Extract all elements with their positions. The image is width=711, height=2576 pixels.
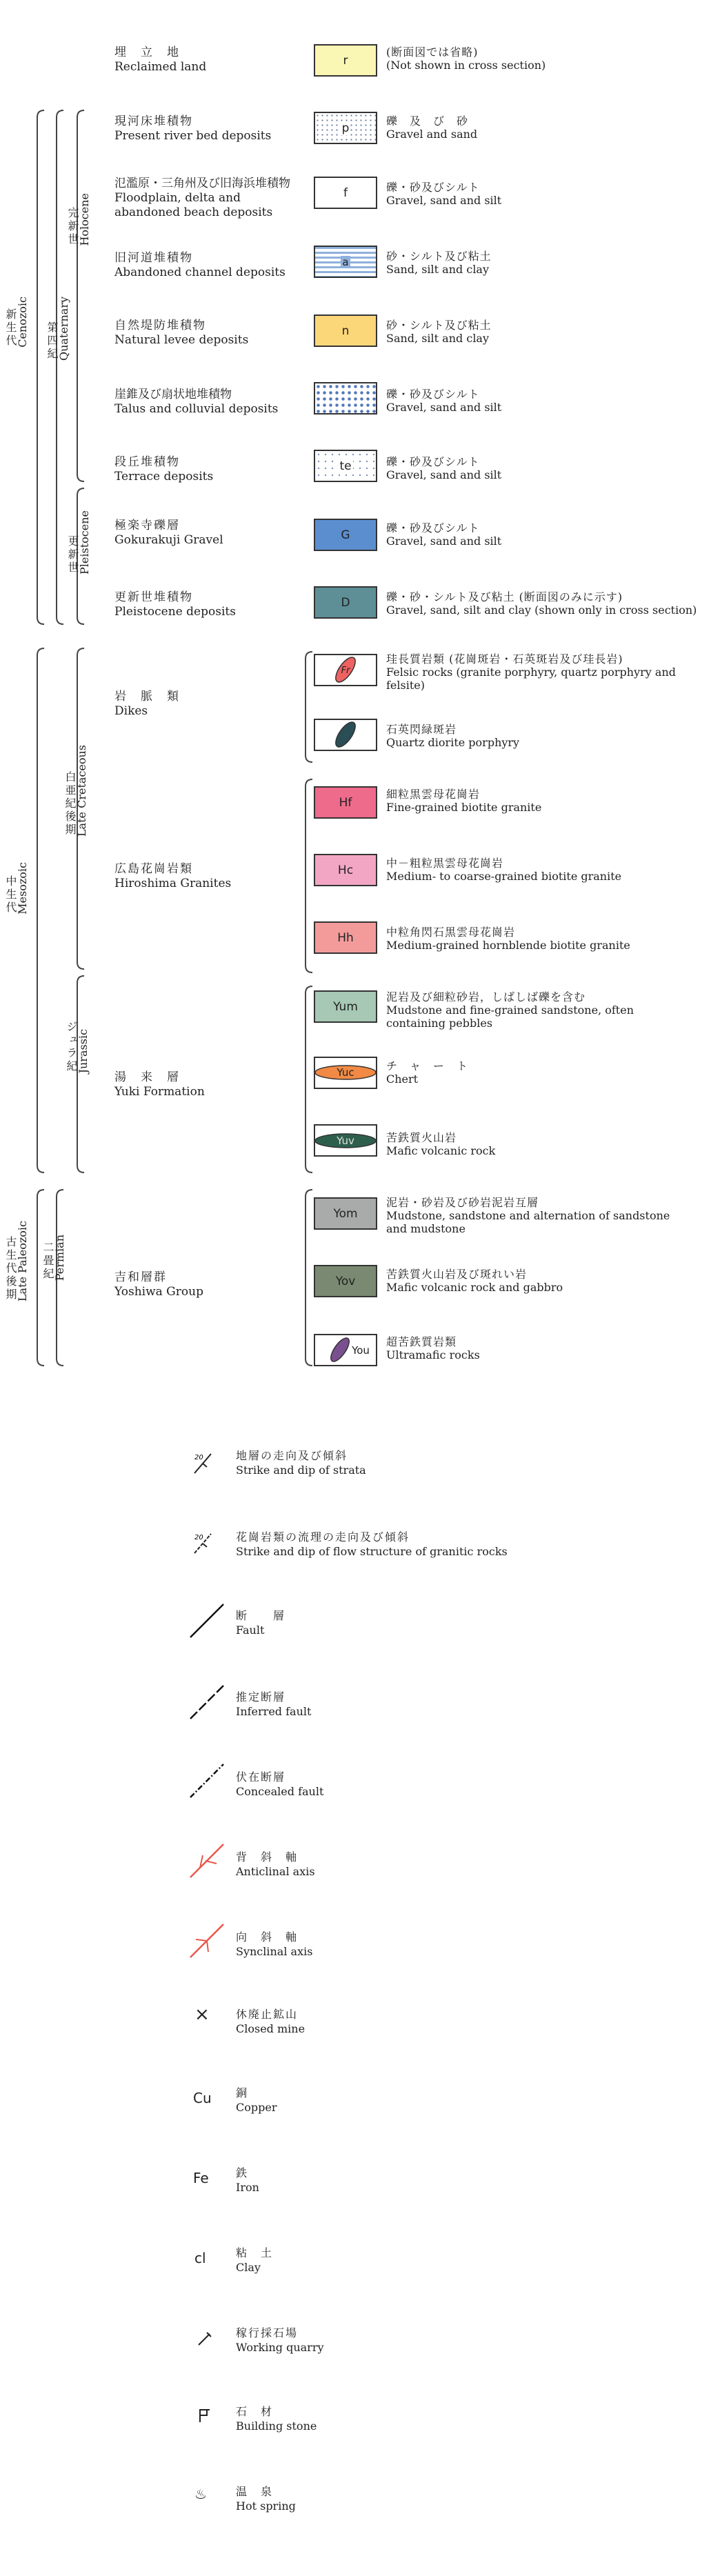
unit-natural-levee bbox=[114, 319, 248, 348]
unit-en: Terrace deposits bbox=[114, 470, 214, 483]
legend-en: Fine-grained biotite granite bbox=[386, 801, 542, 814]
legend-jp: 珪長質岩類 (花崗斑岩・石英斑岩及び珪長岩) bbox=[386, 652, 623, 666]
symbol-label-closed-mine bbox=[236, 2007, 305, 2036]
age-pleistocene-en: Pleistocene bbox=[78, 510, 91, 575]
legend-jp: 礫・砂及びシルト bbox=[386, 181, 480, 194]
unit-jp: 崖錐及び扇状地堆積物 bbox=[114, 388, 232, 401]
age-holocene-en: Holocene bbox=[78, 193, 91, 246]
symbol-label-flow bbox=[236, 1530, 508, 1559]
legend-jp: 礫・砂及びシルト bbox=[386, 388, 480, 401]
strike-dip-flow-icon bbox=[190, 1530, 218, 1557]
legend-en: Felsic rocks (granite porphyry, quartz porphyry and felsite) bbox=[386, 666, 676, 692]
legend-code: Fr bbox=[341, 666, 350, 676]
unit-en: Yuki Formation bbox=[114, 1085, 205, 1099]
legend-code: You bbox=[352, 1344, 370, 1357]
legend-jp: 中－粗粒黒雲母花崗岩 bbox=[386, 857, 504, 870]
legend-code: n bbox=[341, 323, 350, 338]
synclinal-axis-icon bbox=[186, 1920, 228, 1961]
legend-jp: 超苦鉄質岩類 bbox=[386, 1335, 457, 1348]
legend-en: Ultramafic rocks bbox=[386, 1348, 480, 1361]
legend-box-quartz-diorite bbox=[314, 719, 377, 751]
legend-desc-hf bbox=[386, 788, 541, 814]
legend-desc-d bbox=[386, 590, 697, 617]
unit-jp: 極楽寺礫層 bbox=[114, 519, 180, 532]
legend-desc-you bbox=[386, 1335, 480, 1361]
fault-icon bbox=[186, 1600, 228, 1641]
legend-desc-te bbox=[386, 455, 501, 481]
unit-pleistocene-deposits bbox=[114, 590, 236, 619]
legend-desc-g bbox=[386, 521, 501, 548]
age-mesozoic-jp: 中生代 bbox=[4, 875, 17, 915]
age-late-paleozoic bbox=[4, 1221, 29, 1304]
legend-code: Hh bbox=[337, 930, 354, 945]
legend-box-yuv bbox=[314, 1124, 377, 1157]
legend-box-r bbox=[314, 44, 377, 77]
age-cenozoic-en: Cenozoic bbox=[16, 297, 29, 348]
symbol-label-concealed bbox=[236, 1770, 323, 1799]
legend-desc-hc bbox=[386, 857, 621, 883]
clay-icon: cl bbox=[194, 2250, 206, 2266]
unit-gokurakuji bbox=[114, 519, 223, 548]
unit-hiroshima-granites bbox=[114, 862, 231, 891]
inferred-fault-icon bbox=[186, 1681, 228, 1723]
age-mesozoic bbox=[4, 862, 29, 917]
legend-en: Mafic volcanic rock bbox=[386, 1144, 496, 1157]
symbol-label-strata bbox=[236, 1448, 366, 1477]
legend-box-hc bbox=[314, 854, 377, 886]
symbol-en: Building stone bbox=[236, 2419, 317, 2433]
legend-desc-fr bbox=[386, 652, 690, 692]
symbol-jp: 花崗岩類の流理の走向及び傾斜 bbox=[236, 1530, 410, 1544]
legend-en: Gravel, sand and silt bbox=[386, 194, 502, 207]
unit-jp: 湯 来 層 bbox=[114, 1070, 180, 1084]
symbol-en: Copper bbox=[236, 2101, 277, 2114]
copper-icon: Cu bbox=[193, 2090, 212, 2106]
unit-en: Pleistocene deposits bbox=[114, 605, 236, 619]
symbol-en: Inferred fault bbox=[236, 1705, 312, 1718]
legend-desc-hh bbox=[386, 926, 630, 952]
legend-jp: 礫 及 び 砂 bbox=[386, 114, 469, 128]
symbol-jp: 地層の走向及び傾斜 bbox=[236, 1449, 348, 1462]
symbol-label-anticlinal bbox=[236, 1850, 315, 1879]
symbol-en: Anticlinal axis bbox=[236, 1865, 315, 1878]
symbol-en: Iron bbox=[236, 2181, 259, 2194]
legend-en: Quartz diorite porphyry bbox=[386, 736, 520, 749]
age-pleistocene bbox=[66, 510, 91, 577]
legend-jp: 苦鉄質火山岩 bbox=[386, 1131, 457, 1144]
age-jurassic bbox=[65, 1021, 90, 1076]
unit-talus bbox=[114, 388, 278, 417]
legend-box-n bbox=[314, 314, 377, 347]
legend-en: Mudstone, sandstone and alternation of sandstone and mudstone bbox=[386, 1209, 670, 1235]
unit-jp: 吉和層群 bbox=[114, 1270, 167, 1284]
age-permian bbox=[41, 1235, 66, 1284]
legend-code: Hf bbox=[339, 795, 352, 810]
legend-desc-quartz-diorite bbox=[386, 723, 519, 749]
iron-icon: Fe bbox=[193, 2170, 209, 2186]
legend-jp: 礫・砂及びシルト bbox=[386, 521, 480, 535]
unit-jp: 自然堤防堆積物 bbox=[114, 319, 206, 332]
legend-box-talus bbox=[314, 382, 377, 415]
unit-en: Floodplain, delta and abandoned beach deposits bbox=[114, 191, 273, 219]
symbol-jp: 石 材 bbox=[236, 2405, 274, 2418]
age-late-paleozoic-en: Late Paleozoic bbox=[16, 1221, 29, 1302]
legend-en: Sand, silt and clay bbox=[386, 263, 490, 276]
age-quaternary-jp: 第四紀 bbox=[46, 321, 59, 361]
age-holocene-jp: 完新世 bbox=[66, 206, 79, 246]
closed-mine-icon: × bbox=[194, 2004, 210, 2025]
unit-en: Present river bed deposits bbox=[114, 129, 272, 143]
unit-jp: 埋 立 地 bbox=[114, 46, 180, 59]
unit-abandoned-channel bbox=[114, 251, 286, 280]
legend-jp: 中粒角閃石黒雲母花崗岩 bbox=[386, 926, 516, 939]
symbol-jp: 推定断層 bbox=[236, 1690, 286, 1704]
unit-jp: 現河床堆積物 bbox=[114, 114, 193, 128]
legend-box-fr bbox=[314, 654, 377, 686]
age-mesozoic-en: Mesozoic bbox=[16, 862, 29, 915]
legend-jp: 礫・砂・シルト及び粘土 (断面図のみに示す) bbox=[386, 590, 623, 603]
legend-desc-p bbox=[386, 114, 477, 141]
legend-en: (Not shown in cross section) bbox=[386, 59, 546, 72]
legend-desc-a bbox=[386, 250, 492, 276]
age-quaternary bbox=[46, 297, 70, 363]
symbol-en: Hot spring bbox=[236, 2499, 296, 2513]
building-stone-icon bbox=[196, 2406, 217, 2426]
unit-dikes bbox=[114, 690, 180, 719]
legend-jp: 砂・シルト及び粘土 bbox=[386, 319, 492, 332]
legend-en: Chert bbox=[386, 1072, 419, 1086]
age-jurassic-en: Jurassic bbox=[77, 1028, 90, 1073]
legend-box-f bbox=[314, 177, 377, 209]
symbol-label-iron bbox=[236, 2166, 259, 2195]
legend-box-p bbox=[314, 112, 377, 144]
volcanic-lens-icon bbox=[315, 1126, 376, 1155]
working-quarry-icon bbox=[194, 2328, 215, 2349]
legend-en: Medium-grained hornblende biotite granite bbox=[386, 939, 630, 952]
unit-jp: 氾濫原・三角州及び旧海浜堆積物 bbox=[114, 177, 290, 190]
age-pleistocene-jp: 更新世 bbox=[66, 535, 79, 575]
legend-code: Yom bbox=[333, 1206, 358, 1221]
legend-code: Yuc bbox=[337, 1066, 354, 1079]
legend-box-te bbox=[314, 450, 377, 482]
legend-desc-r bbox=[386, 46, 545, 72]
dip-value: 20 bbox=[194, 1534, 203, 1541]
legend-en: Mudstone and fine-grained sandstone, often containing pebbles bbox=[386, 1004, 634, 1030]
symbol-jp: 稼行採石場 bbox=[236, 2326, 299, 2339]
symbol-jp: 鉄 bbox=[236, 2166, 249, 2179]
symbol-jp: 背 斜 軸 bbox=[236, 1850, 299, 1864]
unit-yoshiwa-group bbox=[114, 1270, 203, 1299]
legend-en: Gravel, sand, silt and clay (shown only in cross section) bbox=[386, 603, 697, 617]
symbol-jp: 銅 bbox=[236, 2086, 249, 2099]
symbol-en: Working quarry bbox=[236, 2341, 324, 2354]
symbol-label-fault bbox=[236, 1608, 286, 1637]
legend-jp: チ ャ ー ト bbox=[386, 1059, 469, 1072]
legend-desc-yum bbox=[386, 990, 690, 1030]
felsic-lens-icon bbox=[315, 655, 376, 685]
symbol-jp: 断 層 bbox=[236, 1609, 286, 1622]
legend-code: Yov bbox=[335, 1274, 356, 1288]
symbol-label-clay bbox=[236, 2246, 273, 2275]
age-permian-jp: 二畳紀 bbox=[41, 1241, 54, 1281]
chert-lens-icon bbox=[315, 1058, 376, 1088]
unit-en: Natural levee deposits bbox=[114, 333, 249, 347]
symbol-en: Concealed fault bbox=[236, 1785, 324, 1798]
age-late-cretaceous bbox=[63, 745, 88, 839]
symbol-jp: 休廃止鉱山 bbox=[236, 2008, 299, 2021]
unit-jp: 更新世堆積物 bbox=[114, 590, 193, 604]
age-late-cretaceous-jp: 白亜紀後期 bbox=[63, 771, 77, 837]
symbol-label-hot-spring bbox=[236, 2484, 296, 2513]
legend-jp: 泥岩・砂岩及び砂岩泥岩互層 bbox=[386, 1196, 539, 1209]
legend-box-yom bbox=[314, 1197, 377, 1230]
legend-code: Hc bbox=[337, 863, 354, 877]
symbol-en: Closed mine bbox=[236, 2022, 306, 2035]
legend-code: te bbox=[339, 459, 352, 473]
legend-jp: 石英閃緑斑岩 bbox=[386, 723, 457, 736]
legend-box-yov bbox=[314, 1265, 377, 1297]
unit-jp: 岩 脈 類 bbox=[114, 690, 180, 703]
legend-box-g bbox=[314, 519, 377, 551]
legend-box-hf bbox=[314, 786, 377, 819]
unit-en: Abandoned channel deposits bbox=[114, 266, 286, 279]
symbol-en: Clay bbox=[236, 2261, 261, 2274]
legend-code: D bbox=[341, 595, 350, 610]
legend-code: Yuv bbox=[337, 1135, 354, 1147]
unit-en: Yoshiwa Group bbox=[114, 1285, 203, 1299]
dip-value: 20 bbox=[194, 1454, 203, 1461]
legend-en: Gravel, sand and silt bbox=[386, 468, 502, 481]
legend-jp: 細粒黒雲母花崗岩 bbox=[386, 788, 481, 801]
legend-box-yum bbox=[314, 990, 377, 1023]
unit-floodplain bbox=[114, 177, 301, 220]
age-late-paleozoic-jp: 古生代後期 bbox=[4, 1236, 17, 1302]
legend-desc-f bbox=[386, 181, 501, 207]
symbol-label-inferred bbox=[236, 1690, 311, 1719]
legend-en: Sand, silt and clay bbox=[386, 332, 490, 345]
strike-dip-strata-icon bbox=[190, 1450, 218, 1477]
unit-reclaimed-land bbox=[114, 46, 206, 74]
legend-jp: 砂・シルト及び粘土 bbox=[386, 250, 492, 263]
unit-present-river-bed bbox=[114, 114, 271, 143]
legend-jp: (断面図では省略) bbox=[386, 46, 479, 59]
legend-desc-yuc bbox=[386, 1059, 468, 1086]
legend-code: f bbox=[343, 186, 348, 200]
legend-code: Yum bbox=[333, 999, 358, 1014]
unit-en: Reclaimed land bbox=[114, 60, 207, 74]
quartz-diorite-lens-icon bbox=[315, 720, 376, 750]
legend-box-yuc bbox=[314, 1057, 377, 1089]
legend-jp: 苦鉄質火山岩及び斑れい岩 bbox=[386, 1268, 528, 1281]
symbol-jp: 伏在断層 bbox=[236, 1770, 286, 1784]
age-permian-en: Permian bbox=[53, 1235, 66, 1281]
hot-spring-icon: ♨ bbox=[194, 2486, 207, 2502]
unit-en: Talus and colluvial deposits bbox=[114, 402, 279, 416]
unit-en: Hiroshima Granites bbox=[114, 877, 232, 890]
unit-en: Gokurakuji Gravel bbox=[114, 533, 223, 547]
legend-desc-talus bbox=[386, 388, 501, 414]
age-cenozoic-jp: 新生代 bbox=[4, 308, 17, 348]
ultramafic-lens-icon bbox=[315, 1335, 376, 1365]
age-quaternary-en: Quaternary bbox=[57, 297, 70, 361]
symbol-en: Fault bbox=[236, 1624, 265, 1637]
unit-jp: 段丘堆積物 bbox=[114, 455, 180, 469]
age-jurassic-jp: ジュラ紀 bbox=[65, 1021, 78, 1073]
age-cenozoic bbox=[4, 297, 29, 350]
legend-code: a bbox=[342, 255, 349, 268]
concealed-fault-icon bbox=[186, 1760, 228, 1801]
symbol-jp: 向 斜 軸 bbox=[236, 1930, 299, 1944]
symbol-en: Synclinal axis bbox=[236, 1945, 313, 1958]
legend-desc-yuv bbox=[386, 1131, 495, 1157]
legend-box-a bbox=[314, 246, 377, 278]
legend-code: p bbox=[341, 121, 350, 135]
legend-jp: 泥岩及び細粒砂岩，しばしば礫を含む bbox=[386, 990, 586, 1004]
symbol-en: Strike and dip of strata bbox=[236, 1464, 366, 1477]
symbol-jp: 温 泉 bbox=[236, 2485, 274, 2498]
unit-jp: 広島花崗岩類 bbox=[114, 862, 193, 876]
legend-desc-yov bbox=[386, 1268, 563, 1294]
legend-en: Gravel, sand and silt bbox=[386, 535, 502, 548]
legend-box-you bbox=[314, 1334, 377, 1366]
age-holocene bbox=[66, 193, 91, 249]
symbol-en: Strike and dip of flow structure of granitic rocks bbox=[236, 1545, 508, 1558]
symbol-label-quarry bbox=[236, 2326, 324, 2355]
unit-en: Dikes bbox=[114, 704, 148, 718]
legend-desc-yom bbox=[386, 1196, 690, 1235]
legend-code: G bbox=[341, 528, 350, 542]
legend-box-d bbox=[314, 586, 377, 619]
symbol-label-synclinal bbox=[236, 1930, 312, 1959]
symbol-label-copper bbox=[236, 2086, 277, 2115]
unit-terrace bbox=[114, 455, 213, 484]
unit-jp: 旧河道堆積物 bbox=[114, 251, 193, 265]
legend-box-hh bbox=[314, 921, 377, 954]
symbol-label-building-stone bbox=[236, 2404, 317, 2433]
symbol-jp: 粘 土 bbox=[236, 2246, 274, 2259]
age-late-cretaceous-en: Late Cretaceous bbox=[75, 745, 88, 837]
legend-code: r bbox=[343, 53, 348, 68]
legend-desc-n bbox=[386, 319, 492, 345]
legend-en: Mafic volcanic rock and gabbro bbox=[386, 1281, 563, 1294]
unit-yuki-formation bbox=[114, 1070, 205, 1099]
legend-jp: 礫・砂及びシルト bbox=[386, 455, 480, 468]
legend-en: Gravel and sand bbox=[386, 128, 478, 141]
anticlinal-axis-icon bbox=[186, 1840, 228, 1881]
legend-en: Medium- to coarse-grained biotite granite bbox=[386, 870, 622, 883]
legend-en: Gravel, sand and silt bbox=[386, 401, 502, 414]
